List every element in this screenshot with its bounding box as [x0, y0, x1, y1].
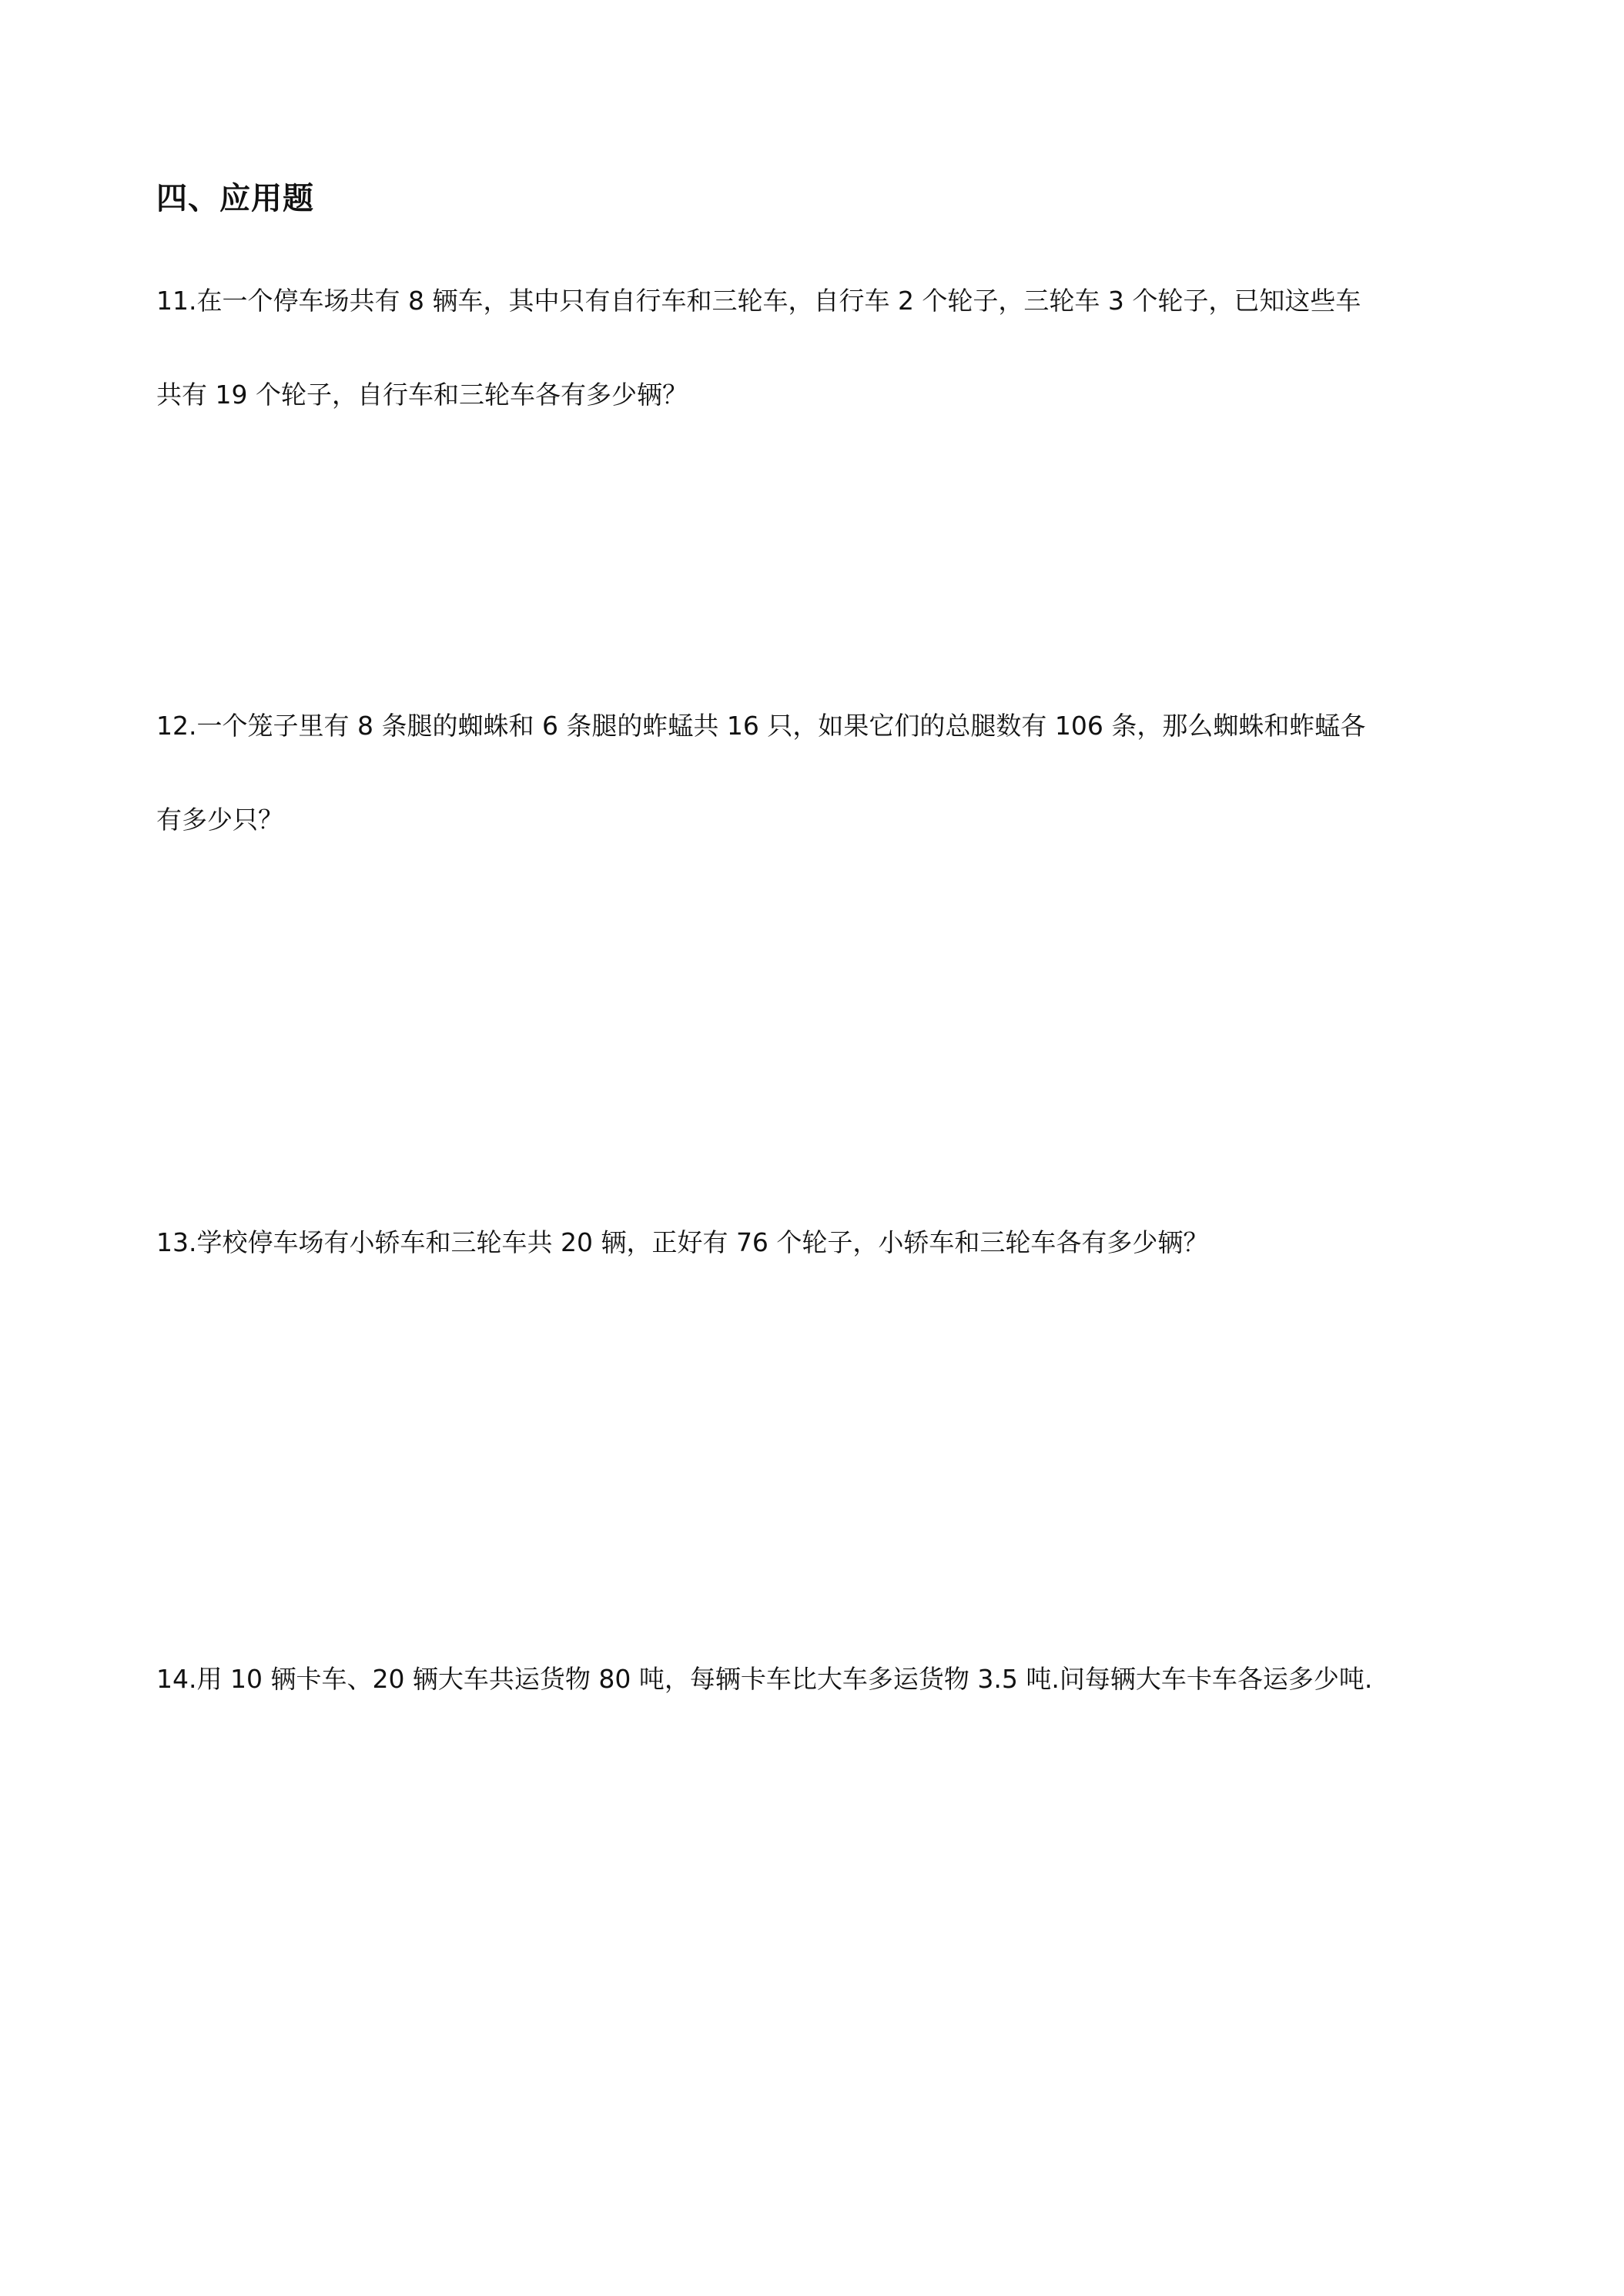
- question-13-line-1: 13.学校停车场有小轿车和三轮车共 20 辆，正好有 76 个轮子，小轿车和三轮车各有多少辆？: [156, 1227, 1209, 1257]
- section-title: 四、应用题: [156, 181, 314, 216]
- question-14: [156, 1652, 1481, 1707]
- question-12-line-1: 12.一个笼子里有 8 条腿的蜘蛛和 6 条腿的蚱蜢共 16 只，如果它们的总腿数有 106 条，那么蜘蛛和蚱蜢各: [156, 711, 1366, 741]
- question-11: [156, 273, 1481, 423]
- question-11-line-1: 11.在一个停车场共有 8 辆车，其中只有自行车和三轮车，自行车 2 个轮子，三轮车 3 个轮子，已知这些车: [156, 286, 1361, 316]
- question-14-line-1: 14.用 10 辆卡车、20 辆大车共运货物 80 吨，每辆卡车比大车多运货物 3.5 吨.问每辆大车卡车各运多少吨.: [156, 1664, 1373, 1694]
- question-12: [156, 698, 1481, 848]
- question-13: [156, 1215, 1481, 1270]
- question-11-line-2: 共有 19 个轮子，自行车和三轮车各有多少辆？: [156, 380, 688, 410]
- question-12-line-2: 有多少只？: [156, 805, 283, 835]
